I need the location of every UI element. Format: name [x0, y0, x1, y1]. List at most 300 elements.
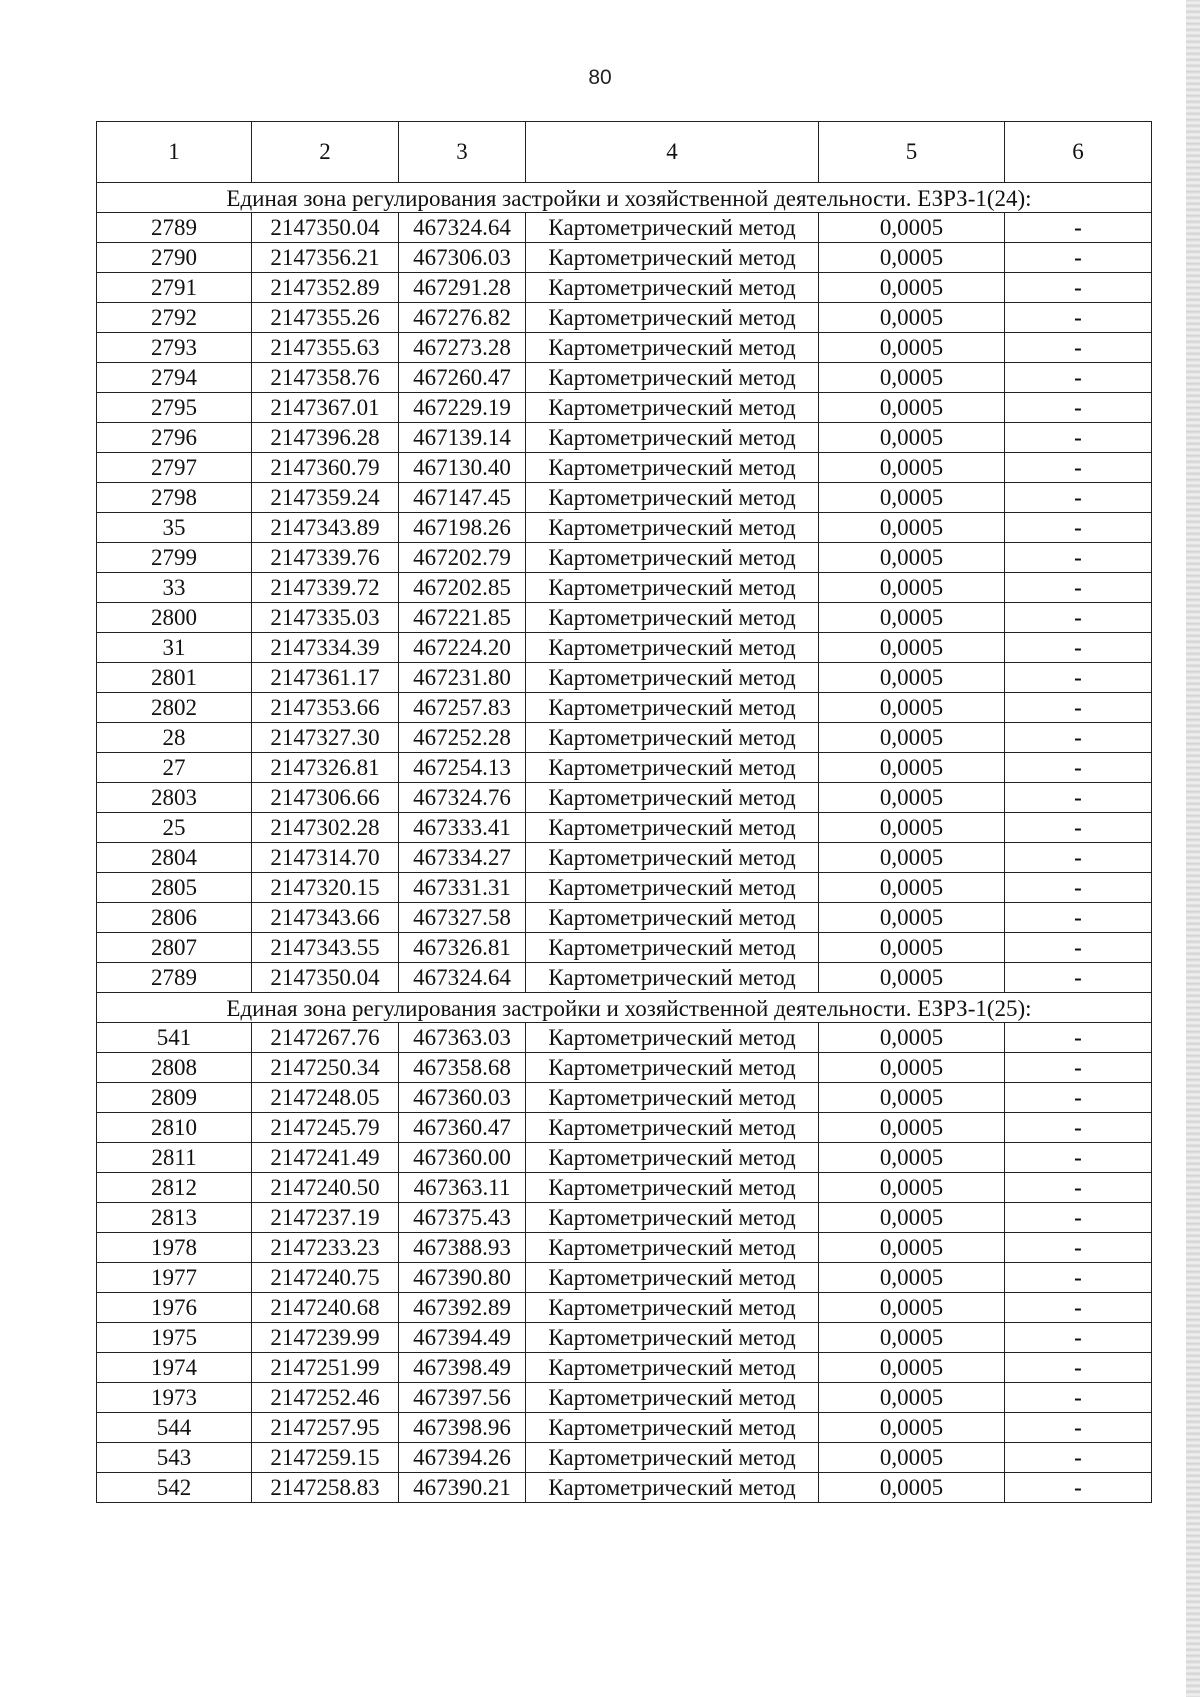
- cell-point-number: 31: [97, 633, 252, 663]
- cell-method: Картометрический метод: [526, 573, 819, 603]
- cell-coord-y: 467130.40: [399, 453, 526, 483]
- section-title: Единая зона регулирования застройки и хозяйственной деятельности. ЕЗРЗ-1(25):: [97, 993, 1152, 1023]
- table-row: [97, 1353, 1152, 1383]
- cell-note: -: [1005, 603, 1152, 633]
- cell-note: -: [1005, 1263, 1152, 1293]
- cell-accuracy: 0,0005: [819, 1113, 1005, 1143]
- cell-point-number: 2806: [97, 903, 252, 933]
- cell-accuracy: 0,0005: [819, 1293, 1005, 1323]
- table-row: [97, 693, 1152, 723]
- cell-accuracy: 0,0005: [819, 1143, 1005, 1173]
- table-row: [97, 1173, 1152, 1203]
- cell-coord-x: 2147241.49: [252, 1143, 399, 1173]
- table-row: [97, 1053, 1152, 1083]
- cell-point-number: 33: [97, 573, 252, 603]
- cell-method: Картометрический метод: [526, 603, 819, 633]
- cell-coord-y: 467363.03: [399, 1023, 526, 1053]
- cell-coord-x: 2147233.23: [252, 1233, 399, 1263]
- cell-coord-y: 467326.81: [399, 933, 526, 963]
- table-row: [97, 963, 1152, 993]
- cell-note: -: [1005, 963, 1152, 993]
- cell-accuracy: 0,0005: [819, 1353, 1005, 1383]
- cell-note: -: [1005, 723, 1152, 753]
- cell-coord-y: 467202.79: [399, 543, 526, 573]
- cell-coord-x: 2147240.50: [252, 1173, 399, 1203]
- cell-note: -: [1005, 1323, 1152, 1353]
- cell-point-number: 2790: [97, 243, 252, 273]
- table-row: [97, 1263, 1152, 1293]
- cell-note: -: [1005, 633, 1152, 663]
- table-row: [97, 1143, 1152, 1173]
- cell-accuracy: 0,0005: [819, 663, 1005, 693]
- cell-accuracy: 0,0005: [819, 1383, 1005, 1413]
- cell-point-number: 1975: [97, 1323, 252, 1353]
- cell-note: -: [1005, 243, 1152, 273]
- table-row: [97, 213, 1152, 243]
- table-row: [97, 303, 1152, 333]
- cell-method: Картометрический метод: [526, 723, 819, 753]
- coordinates-table-wrapper: [96, 121, 1151, 1503]
- cell-point-number: 2809: [97, 1083, 252, 1113]
- cell-coord-y: 467221.85: [399, 603, 526, 633]
- table-row: [97, 453, 1152, 483]
- cell-coord-x: 2147350.04: [252, 213, 399, 243]
- cell-note: -: [1005, 543, 1152, 573]
- cell-coord-y: 467363.11: [399, 1173, 526, 1203]
- section-header-row: [97, 183, 1152, 213]
- cell-coord-x: 2147367.01: [252, 393, 399, 423]
- cell-point-number: 28: [97, 723, 252, 753]
- cell-point-number: 1973: [97, 1383, 252, 1413]
- table-row: [97, 843, 1152, 873]
- cell-note: -: [1005, 573, 1152, 603]
- table-row: [97, 1083, 1152, 1113]
- table-row: [97, 1323, 1152, 1353]
- page-number: 80: [588, 66, 612, 89]
- cell-coord-y: 467397.56: [399, 1383, 526, 1413]
- cell-coord-x: 2147335.03: [252, 603, 399, 633]
- cell-point-number: 1977: [97, 1263, 252, 1293]
- cell-point-number: 2808: [97, 1053, 252, 1083]
- cell-point-number: 2799: [97, 543, 252, 573]
- cell-coord-x: 2147327.30: [252, 723, 399, 753]
- cell-accuracy: 0,0005: [819, 483, 1005, 513]
- cell-coord-x: 2147339.76: [252, 543, 399, 573]
- cell-coord-x: 2147343.66: [252, 903, 399, 933]
- cell-note: -: [1005, 453, 1152, 483]
- cell-method: Картометрический метод: [526, 483, 819, 513]
- cell-coord-x: 2147350.04: [252, 963, 399, 993]
- cell-note: -: [1005, 1053, 1152, 1083]
- cell-point-number: 1974: [97, 1353, 252, 1383]
- cell-note: -: [1005, 303, 1152, 333]
- cell-note: -: [1005, 663, 1152, 693]
- cell-method: Картометрический метод: [526, 1053, 819, 1083]
- cell-method: Картометрический метод: [526, 753, 819, 783]
- cell-coord-x: 2147314.70: [252, 843, 399, 873]
- cell-note: -: [1005, 783, 1152, 813]
- coordinates-table: [96, 121, 1152, 1503]
- cell-coord-x: 2147355.26: [252, 303, 399, 333]
- cell-coord-y: 467360.47: [399, 1113, 526, 1143]
- header-col-4: 4: [526, 122, 819, 183]
- cell-coord-x: 2147252.46: [252, 1383, 399, 1413]
- cell-coord-y: 467276.82: [399, 303, 526, 333]
- cell-coord-y: 467139.14: [399, 423, 526, 453]
- cell-coord-x: 2147326.81: [252, 753, 399, 783]
- table-row: [97, 1473, 1152, 1503]
- cell-point-number: 541: [97, 1023, 252, 1053]
- cell-coord-y: 467398.49: [399, 1353, 526, 1383]
- header-col-1: 1: [97, 122, 252, 183]
- cell-note: -: [1005, 1023, 1152, 1053]
- table-row: [97, 1233, 1152, 1263]
- cell-method: Картометрический метод: [526, 213, 819, 243]
- cell-point-number: 2796: [97, 423, 252, 453]
- table-row: [97, 243, 1152, 273]
- cell-method: Картометрический метод: [526, 1353, 819, 1383]
- cell-point-number: 2805: [97, 873, 252, 903]
- cell-coord-x: 2147245.79: [252, 1113, 399, 1143]
- cell-method: Картометрический метод: [526, 513, 819, 543]
- cell-method: Картометрический метод: [526, 1413, 819, 1443]
- cell-coord-y: 467260.47: [399, 363, 526, 393]
- table-row: [97, 873, 1152, 903]
- cell-point-number: 35: [97, 513, 252, 543]
- cell-note: -: [1005, 393, 1152, 423]
- cell-accuracy: 0,0005: [819, 933, 1005, 963]
- cell-point-number: 1978: [97, 1233, 252, 1263]
- cell-method: Картометрический метод: [526, 1473, 819, 1503]
- cell-note: -: [1005, 1353, 1152, 1383]
- cell-accuracy: 0,0005: [819, 963, 1005, 993]
- cell-accuracy: 0,0005: [819, 843, 1005, 873]
- cell-note: -: [1005, 1413, 1152, 1443]
- cell-accuracy: 0,0005: [819, 783, 1005, 813]
- cell-note: -: [1005, 1383, 1152, 1413]
- cell-note: -: [1005, 213, 1152, 243]
- cell-note: -: [1005, 1173, 1152, 1203]
- cell-note: -: [1005, 423, 1152, 453]
- cell-method: Картометрический метод: [526, 303, 819, 333]
- cell-coord-y: 467273.28: [399, 333, 526, 363]
- table-row: [97, 393, 1152, 423]
- cell-accuracy: 0,0005: [819, 393, 1005, 423]
- table-row: [97, 1203, 1152, 1233]
- cell-method: Картометрический метод: [526, 243, 819, 273]
- cell-method: Картометрический метод: [526, 933, 819, 963]
- cell-accuracy: 0,0005: [819, 423, 1005, 453]
- cell-method: Картометрический метод: [526, 1023, 819, 1053]
- cell-accuracy: 0,0005: [819, 903, 1005, 933]
- section-header-row: [97, 993, 1152, 1023]
- table-row: [97, 423, 1152, 453]
- cell-method: Картометрический метод: [526, 1203, 819, 1233]
- table-row: [97, 1293, 1152, 1323]
- cell-point-number: 2789: [97, 213, 252, 243]
- cell-coord-x: 2147240.75: [252, 1263, 399, 1293]
- table-row: [97, 1023, 1152, 1053]
- cell-method: Картометрический метод: [526, 453, 819, 483]
- cell-coord-x: 2147259.15: [252, 1443, 399, 1473]
- cell-method: Картометрический метод: [526, 543, 819, 573]
- cell-accuracy: 0,0005: [819, 543, 1005, 573]
- cell-method: Картометрический метод: [526, 1233, 819, 1263]
- cell-method: Картометрический метод: [526, 1083, 819, 1113]
- cell-coord-x: 2147306.66: [252, 783, 399, 813]
- cell-coord-x: 2147352.89: [252, 273, 399, 303]
- cell-accuracy: 0,0005: [819, 363, 1005, 393]
- cell-note: -: [1005, 753, 1152, 783]
- table-row: [97, 363, 1152, 393]
- cell-coord-y: 467390.80: [399, 1263, 526, 1293]
- cell-method: Картометрический метод: [526, 1113, 819, 1143]
- cell-point-number: 2795: [97, 393, 252, 423]
- cell-note: -: [1005, 813, 1152, 843]
- cell-coord-y: 467257.83: [399, 693, 526, 723]
- cell-method: Картометрический метод: [526, 1293, 819, 1323]
- cell-point-number: 2813: [97, 1203, 252, 1233]
- table-row: [97, 603, 1152, 633]
- cell-point-number: 2794: [97, 363, 252, 393]
- cell-point-number: 543: [97, 1443, 252, 1473]
- header-row: [97, 122, 1152, 183]
- cell-note: -: [1005, 1443, 1152, 1473]
- cell-note: -: [1005, 1473, 1152, 1503]
- cell-coord-y: 467231.80: [399, 663, 526, 693]
- cell-coord-x: 2147396.28: [252, 423, 399, 453]
- cell-note: -: [1005, 873, 1152, 903]
- cell-coord-y: 467202.85: [399, 573, 526, 603]
- cell-method: Картометрический метод: [526, 783, 819, 813]
- cell-coord-x: 2147239.99: [252, 1323, 399, 1353]
- cell-note: -: [1005, 1293, 1152, 1323]
- cell-accuracy: 0,0005: [819, 243, 1005, 273]
- cell-accuracy: 0,0005: [819, 1233, 1005, 1263]
- cell-coord-x: 2147250.34: [252, 1053, 399, 1083]
- cell-coord-x: 2147240.68: [252, 1293, 399, 1323]
- section-title: Единая зона регулирования застройки и хозяйственной деятельности. ЕЗРЗ-1(24):: [97, 183, 1152, 213]
- cell-point-number: 2797: [97, 453, 252, 483]
- cell-method: Картометрический метод: [526, 1323, 819, 1353]
- cell-accuracy: 0,0005: [819, 213, 1005, 243]
- table-row: [97, 1443, 1152, 1473]
- cell-accuracy: 0,0005: [819, 453, 1005, 483]
- cell-accuracy: 0,0005: [819, 1023, 1005, 1053]
- table-row: [97, 933, 1152, 963]
- cell-method: Картометрический метод: [526, 1443, 819, 1473]
- cell-method: Картометрический метод: [526, 873, 819, 903]
- cell-point-number: 2801: [97, 663, 252, 693]
- cell-accuracy: 0,0005: [819, 723, 1005, 753]
- cell-coord-y: 467358.68: [399, 1053, 526, 1083]
- table-header: [97, 122, 1152, 183]
- cell-point-number: 2807: [97, 933, 252, 963]
- cell-coord-y: 467360.00: [399, 1143, 526, 1173]
- cell-point-number: 544: [97, 1413, 252, 1443]
- cell-note: -: [1005, 693, 1152, 723]
- table-row: [97, 333, 1152, 363]
- table-row: [97, 1113, 1152, 1143]
- cell-accuracy: 0,0005: [819, 1443, 1005, 1473]
- cell-accuracy: 0,0005: [819, 693, 1005, 723]
- cell-accuracy: 0,0005: [819, 603, 1005, 633]
- scan-edge-decoration: [1186, 0, 1200, 1697]
- cell-coord-y: 467224.20: [399, 633, 526, 663]
- cell-method: Картометрический метод: [526, 1173, 819, 1203]
- table-row: [97, 723, 1152, 753]
- cell-coord-y: 467147.45: [399, 483, 526, 513]
- table-row: [97, 543, 1152, 573]
- cell-coord-x: 2147355.63: [252, 333, 399, 363]
- cell-coord-x: 2147359.24: [252, 483, 399, 513]
- cell-method: Картометрический метод: [526, 663, 819, 693]
- cell-method: Картометрический метод: [526, 363, 819, 393]
- cell-accuracy: 0,0005: [819, 573, 1005, 603]
- cell-coord-y: 467394.26: [399, 1443, 526, 1473]
- cell-coord-y: 467360.03: [399, 1083, 526, 1113]
- cell-coord-y: 467334.27: [399, 843, 526, 873]
- table-row: [97, 1383, 1152, 1413]
- cell-coord-x: 2147302.28: [252, 813, 399, 843]
- cell-accuracy: 0,0005: [819, 1413, 1005, 1443]
- cell-point-number: 2798: [97, 483, 252, 513]
- cell-point-number: 2802: [97, 693, 252, 723]
- cell-accuracy: 0,0005: [819, 1203, 1005, 1233]
- cell-method: Картометрический метод: [526, 1383, 819, 1413]
- cell-point-number: 2789: [97, 963, 252, 993]
- cell-method: Картометрический метод: [526, 843, 819, 873]
- table-row: [97, 273, 1152, 303]
- cell-method: Картометрический метод: [526, 1263, 819, 1293]
- cell-accuracy: 0,0005: [819, 513, 1005, 543]
- cell-coord-y: 467375.43: [399, 1203, 526, 1233]
- cell-note: -: [1005, 483, 1152, 513]
- cell-coord-x: 2147343.89: [252, 513, 399, 543]
- cell-point-number: 2793: [97, 333, 252, 363]
- cell-point-number: 2804: [97, 843, 252, 873]
- cell-coord-y: 467306.03: [399, 243, 526, 273]
- cell-note: -: [1005, 1233, 1152, 1263]
- cell-coord-x: 2147320.15: [252, 873, 399, 903]
- cell-coord-y: 467324.76: [399, 783, 526, 813]
- cell-method: Картометрический метод: [526, 903, 819, 933]
- cell-method: Картометрический метод: [526, 633, 819, 663]
- cell-accuracy: 0,0005: [819, 1173, 1005, 1203]
- cell-coord-x: 2147257.95: [252, 1413, 399, 1443]
- header-col-5: 5: [819, 122, 1005, 183]
- cell-note: -: [1005, 1083, 1152, 1113]
- cell-note: -: [1005, 273, 1152, 303]
- cell-method: Картометрический метод: [526, 393, 819, 423]
- cell-point-number: 2803: [97, 783, 252, 813]
- table-row: [97, 1413, 1152, 1443]
- cell-coord-y: 467229.19: [399, 393, 526, 423]
- cell-coord-x: 2147267.76: [252, 1023, 399, 1053]
- cell-method: Картометрический метод: [526, 273, 819, 303]
- cell-accuracy: 0,0005: [819, 873, 1005, 903]
- table-row: [97, 663, 1152, 693]
- cell-method: Картометрический метод: [526, 1143, 819, 1173]
- cell-accuracy: 0,0005: [819, 753, 1005, 783]
- cell-coord-x: 2147353.66: [252, 693, 399, 723]
- cell-coord-x: 2147356.21: [252, 243, 399, 273]
- cell-coord-y: 467394.49: [399, 1323, 526, 1353]
- cell-point-number: 25: [97, 813, 252, 843]
- cell-point-number: 2810: [97, 1113, 252, 1143]
- cell-note: -: [1005, 1143, 1152, 1173]
- cell-point-number: 2811: [97, 1143, 252, 1173]
- cell-accuracy: 0,0005: [819, 1083, 1005, 1113]
- header-col-3: 3: [399, 122, 526, 183]
- cell-coord-x: 2147360.79: [252, 453, 399, 483]
- cell-coord-x: 2147251.99: [252, 1353, 399, 1383]
- cell-point-number: 2812: [97, 1173, 252, 1203]
- cell-coord-y: 467254.13: [399, 753, 526, 783]
- cell-coord-x: 2147237.19: [252, 1203, 399, 1233]
- cell-coord-y: 467331.31: [399, 873, 526, 903]
- cell-coord-y: 467327.58: [399, 903, 526, 933]
- cell-point-number: 1976: [97, 1293, 252, 1323]
- cell-accuracy: 0,0005: [819, 813, 1005, 843]
- cell-method: Картометрический метод: [526, 963, 819, 993]
- cell-accuracy: 0,0005: [819, 273, 1005, 303]
- cell-coord-y: 467390.21: [399, 1473, 526, 1503]
- cell-method: Картометрический метод: [526, 693, 819, 723]
- cell-accuracy: 0,0005: [819, 1053, 1005, 1083]
- cell-coord-y: 467291.28: [399, 273, 526, 303]
- cell-point-number: 2791: [97, 273, 252, 303]
- cell-coord-y: 467324.64: [399, 963, 526, 993]
- table-row: [97, 513, 1152, 543]
- cell-point-number: 27: [97, 753, 252, 783]
- cell-note: -: [1005, 363, 1152, 393]
- cell-coord-y: 467198.26: [399, 513, 526, 543]
- cell-coord-x: 2147358.76: [252, 363, 399, 393]
- table-row: [97, 903, 1152, 933]
- table-row: [97, 633, 1152, 663]
- cell-coord-x: 2147248.05: [252, 1083, 399, 1113]
- cell-accuracy: 0,0005: [819, 1263, 1005, 1293]
- cell-coord-y: 467252.28: [399, 723, 526, 753]
- cell-note: -: [1005, 843, 1152, 873]
- cell-method: Картометрический метод: [526, 333, 819, 363]
- cell-coord-y: 467398.96: [399, 1413, 526, 1443]
- cell-coord-y: 467324.64: [399, 213, 526, 243]
- cell-coord-x: 2147361.17: [252, 663, 399, 693]
- table-body: [97, 183, 1152, 1503]
- cell-note: -: [1005, 933, 1152, 963]
- cell-coord-x: 2147339.72: [252, 573, 399, 603]
- cell-method: Картометрический метод: [526, 813, 819, 843]
- cell-point-number: 542: [97, 1473, 252, 1503]
- cell-note: -: [1005, 1113, 1152, 1143]
- cell-accuracy: 0,0005: [819, 303, 1005, 333]
- cell-note: -: [1005, 903, 1152, 933]
- cell-coord-x: 2147343.55: [252, 933, 399, 963]
- cell-accuracy: 0,0005: [819, 333, 1005, 363]
- cell-note: -: [1005, 513, 1152, 543]
- cell-coord-x: 2147258.83: [252, 1473, 399, 1503]
- cell-accuracy: 0,0005: [819, 1323, 1005, 1353]
- cell-coord-y: 467392.89: [399, 1293, 526, 1323]
- cell-accuracy: 0,0005: [819, 633, 1005, 663]
- table-row: [97, 483, 1152, 513]
- cell-coord-y: 467333.41: [399, 813, 526, 843]
- cell-coord-y: 467388.93: [399, 1233, 526, 1263]
- cell-accuracy: 0,0005: [819, 1473, 1005, 1503]
- cell-coord-x: 2147334.39: [252, 633, 399, 663]
